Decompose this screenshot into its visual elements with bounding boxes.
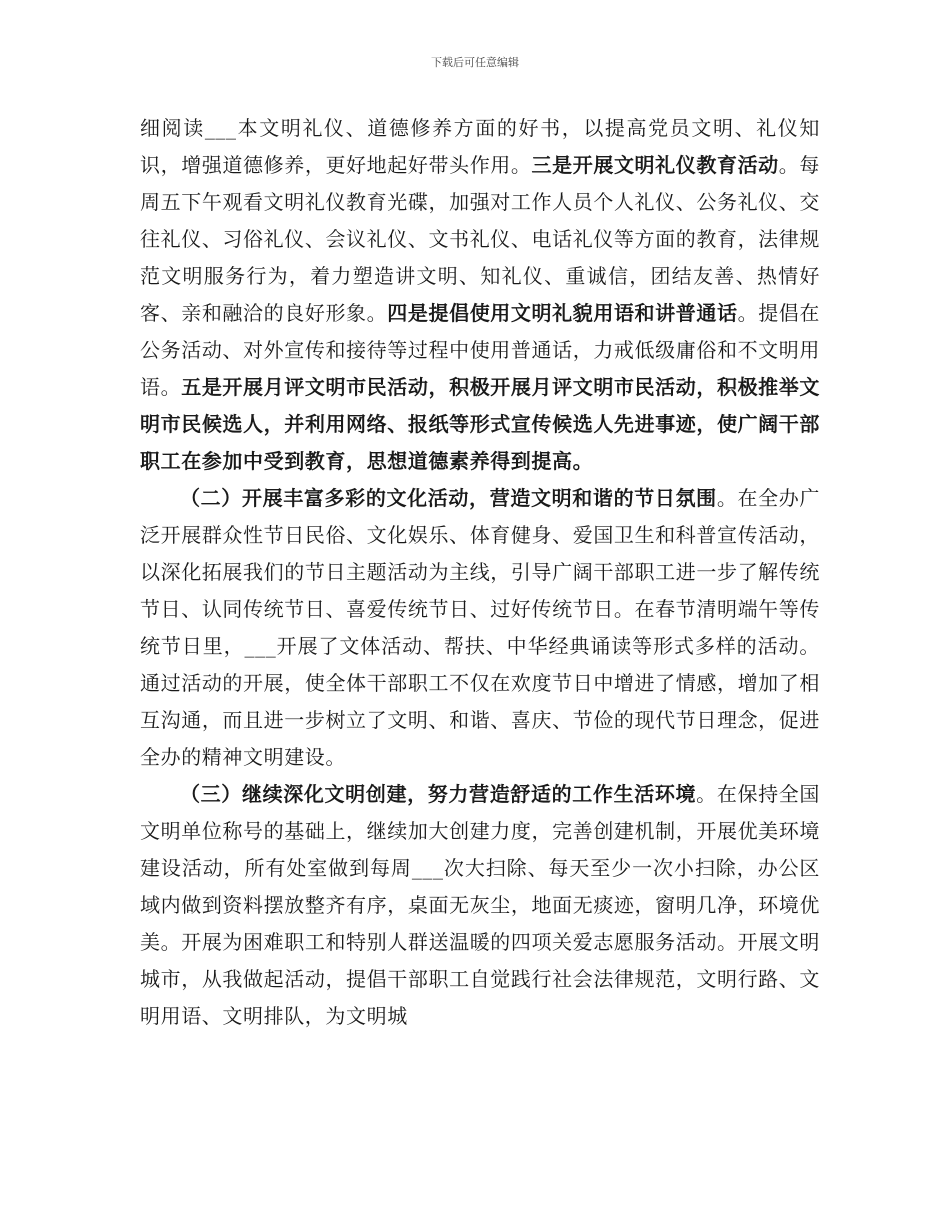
p1-heading-4: 四是提倡使用文明礼貌用语和讲普通话 [387, 301, 738, 325]
paragraph-3 [140, 776, 820, 1035]
p1-text-1: 细阅读___本文明礼仪、道德修养方面的好书，以提高党员文明、礼仪知识，增强道德修养，更好地起好带头作用。 [140, 116, 820, 177]
p1-heading-5: 五是开展月评文明市民活动，积极开展月评文明市民活动，积极推举文明市民候选人，并利用网络、报纸等形式宣传候选人先进事迹，使广阔干部职工在参加中受到教育，思想道德素养得到提高。 [140, 375, 820, 473]
p1-text-3: 。提倡在公务活动、对外宣传和接待等过程中使用普通话，力戒低级庸俗和不文明用语。 [140, 301, 821, 399]
section-2-text: 。在全办广泛开展群众性节日民俗、文化娱乐、体育健身、爱国卫生和科普宣传活动，以深化拓展我们的节日主题活动为主线，引导广阔干部职工进一步了解传统节日、认同传统节日、喜爱传统节日、过好传统节日。在春节清明端午等传统节日里，___开展了文体活动、帮扶、中华经典诵读等形式多样的活动。通过活动的开展，使全体干部职工不仅在欢度节日中增进了情感，增加了相互沟通，而且进一步树立了文明、和谐、喜庆、节俭的现代节日理念，促进全办的精神文明建设。 [140, 486, 820, 769]
p1-heading-3: 三是开展文明礼仪教育活动 [531, 153, 779, 177]
page-header: 下载后可任意编辑 [431, 56, 519, 69]
section-3-text: 。在保持全国文明单位称号的基础上，继续加大创建力度，完善创建机制，开展优美环境建设活动，所有处室做到每周___次大扫除、每天至少一次小扫除，办公区域内做到资料摆放整齐有序，桌面无灰尘，地面无痰迹，窗明几净，环境优美。开展为困难职工和特别人群送温暖的四项关爱志愿服务活动。开展文明城市，从我做起活动，提倡干部职工自觉践行社会法律规范，文明行路、文明用语、文明排队，为文明城 [140, 782, 821, 1028]
document-body [140, 110, 820, 1035]
p1-text-2: 。每周五下午观看文明礼仪教育光碟，加强对工作人员个人礼仪、公务礼仪、交往礼仪、习俗礼仪、会议礼仪、文书礼仪、电话礼仪等方面的教育，法律规范文明服务行为，着力塑造讲文明、知礼仪、重诚信，团结友善、热情好客、亲和融洽的良好形象。 [140, 153, 821, 325]
section-2-heading: （二）开展丰富多彩的文化活动，营造文明和谐的节日氛围 [180, 486, 717, 510]
paragraph-1 [140, 110, 820, 480]
paragraph-2 [140, 480, 820, 776]
section-3-heading: （三）继续深化文明创建，努力营造舒适的工作生活环境 [180, 782, 697, 806]
